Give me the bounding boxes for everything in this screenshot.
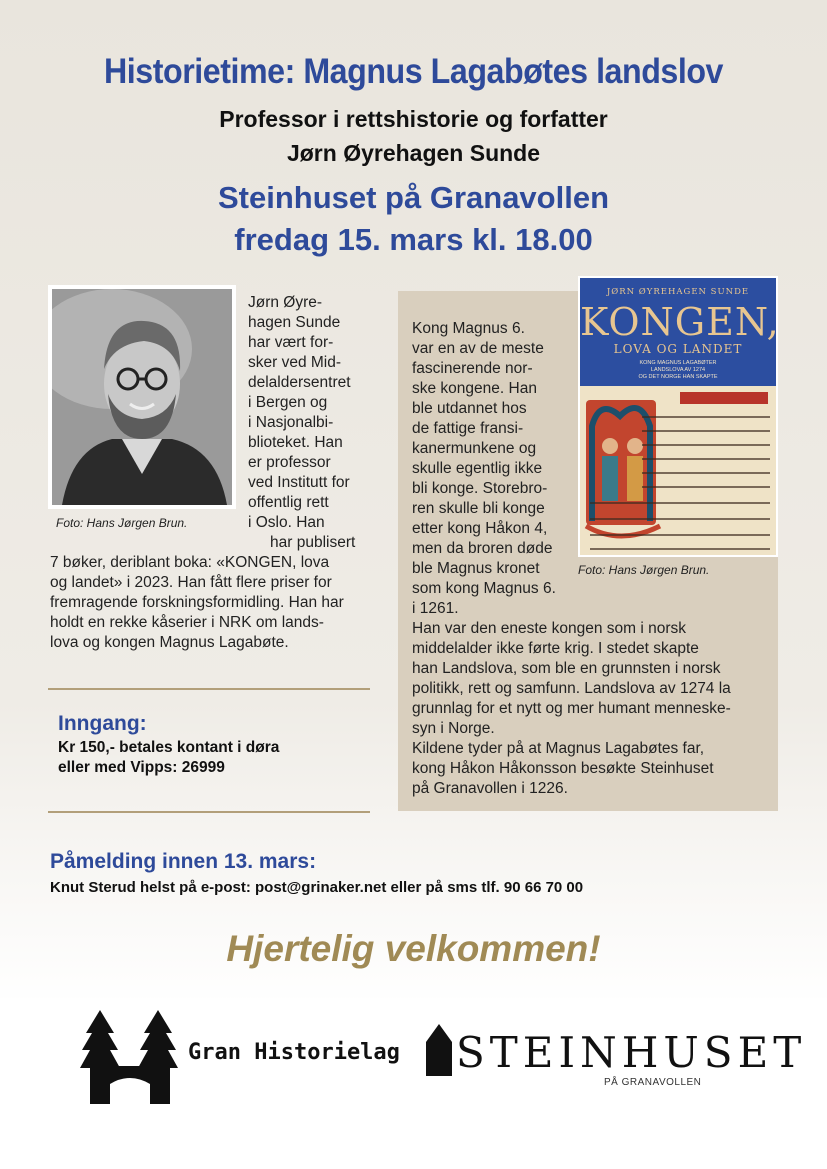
gran-historielag-name: Gran Historielag	[188, 1040, 400, 1065]
book-caption: Foto: Hans Jørgen Brun.	[578, 563, 710, 577]
speaker-role: Professor i rettshistorie og forfatter	[219, 106, 608, 132]
steinhuset-building-icon	[426, 1024, 452, 1076]
bio-full: 7 bøker, deriblant boka: «KONGEN, lova og landet» i 2023. Han fått flere priser for fremragende forskningsformidling. Han har holdt en rekke kåserier i NRK om lands- lova og kongen Magnus Lagabøte.	[50, 554, 344, 651]
speaker-name: Jørn Øyrehagen Sunde	[286, 140, 541, 166]
history-text-wide: Han var den eneste kongen som i norsk middelalder ikke førte krig. I stedet skapte han Landslova, som ble en grunnsten i norsk politikk, rett og samfunn. Landslova av 1274 la grunnlag for et nytt og mer humant menneske- syn i Norge. Kildene tyder på at Magnus Lagabøtes far, kong Håkon Håkonsson besøkte Steinhuset på Granavollen i 1226.	[412, 620, 731, 797]
footer	[0, 998, 827, 1169]
bio-wrap: Jørn Øyre- hagen Sunde har vært for- sker ved Mid- delaldersentret i Bergen og i Nasjonalbi- blioteket. Han er professor ved Institutt for offentlig rett i Oslo. Han har publisert	[248, 294, 356, 551]
steinhuset-sub: PÅ GRANAVOLLEN	[604, 1077, 702, 1088]
book-title: KONGEN,	[580, 300, 780, 344]
book-cover	[578, 276, 778, 557]
venue: Steinhuset på Granavollen	[217, 180, 610, 215]
manuscript-illustration	[580, 386, 776, 555]
book-author: JØRN ØYREHAGEN SUNDE	[606, 287, 750, 297]
portrait-illustration	[52, 289, 232, 505]
book-tagline: OG DET NORGE HAN SKAPTE	[638, 374, 718, 380]
admission-price: Kr 150,- betales kontant i døra	[58, 739, 280, 756]
welcome-text: Hjertelig velkommen!	[226, 928, 601, 969]
portrait-photo	[48, 285, 236, 509]
admission-block	[58, 712, 279, 778]
admission-vipps: eller med Vipps: 26999	[58, 759, 225, 776]
portrait-caption: Foto: Hans Jørgen Brun.	[56, 516, 188, 530]
steinhuset-name: STEINHUSET	[456, 1028, 807, 1077]
book-subtitle: LOVA OG LANDET	[613, 342, 743, 356]
registration-text: Knut Sterud helst på e-post: post@grinaker.net eller på sms tlf. 90 66 70 00	[50, 879, 584, 896]
book-tagline: LANDSLOVA AV 1274	[650, 367, 706, 373]
registration-heading: Påmelding innen 13. mars:	[50, 850, 317, 873]
gran-historielag-logo-icon	[80, 1008, 180, 1108]
event-date: fredag 15. mars kl. 18.00	[234, 222, 593, 257]
history-text-narrow: Kong Magnus 6. var en av de meste fascinerende nor- ske kongene. Han ble utdannet hos de fattige fransi- kanermunkene og skulle egentlig ikke bli konge. Storebro- ren skulle bli konge etter kong Håkon 4, men da broren døde ble Magnus kronet som kong Magnus 6. i 1261.	[412, 320, 556, 617]
book-tagline: KONG MAGNUS LAGABØTER	[639, 360, 717, 366]
divider	[48, 688, 370, 690]
event-title: Historietime: Magnus Lagabøtes landslov	[103, 52, 724, 91]
admission-heading: Inngang:	[58, 712, 147, 735]
divider	[48, 811, 370, 813]
